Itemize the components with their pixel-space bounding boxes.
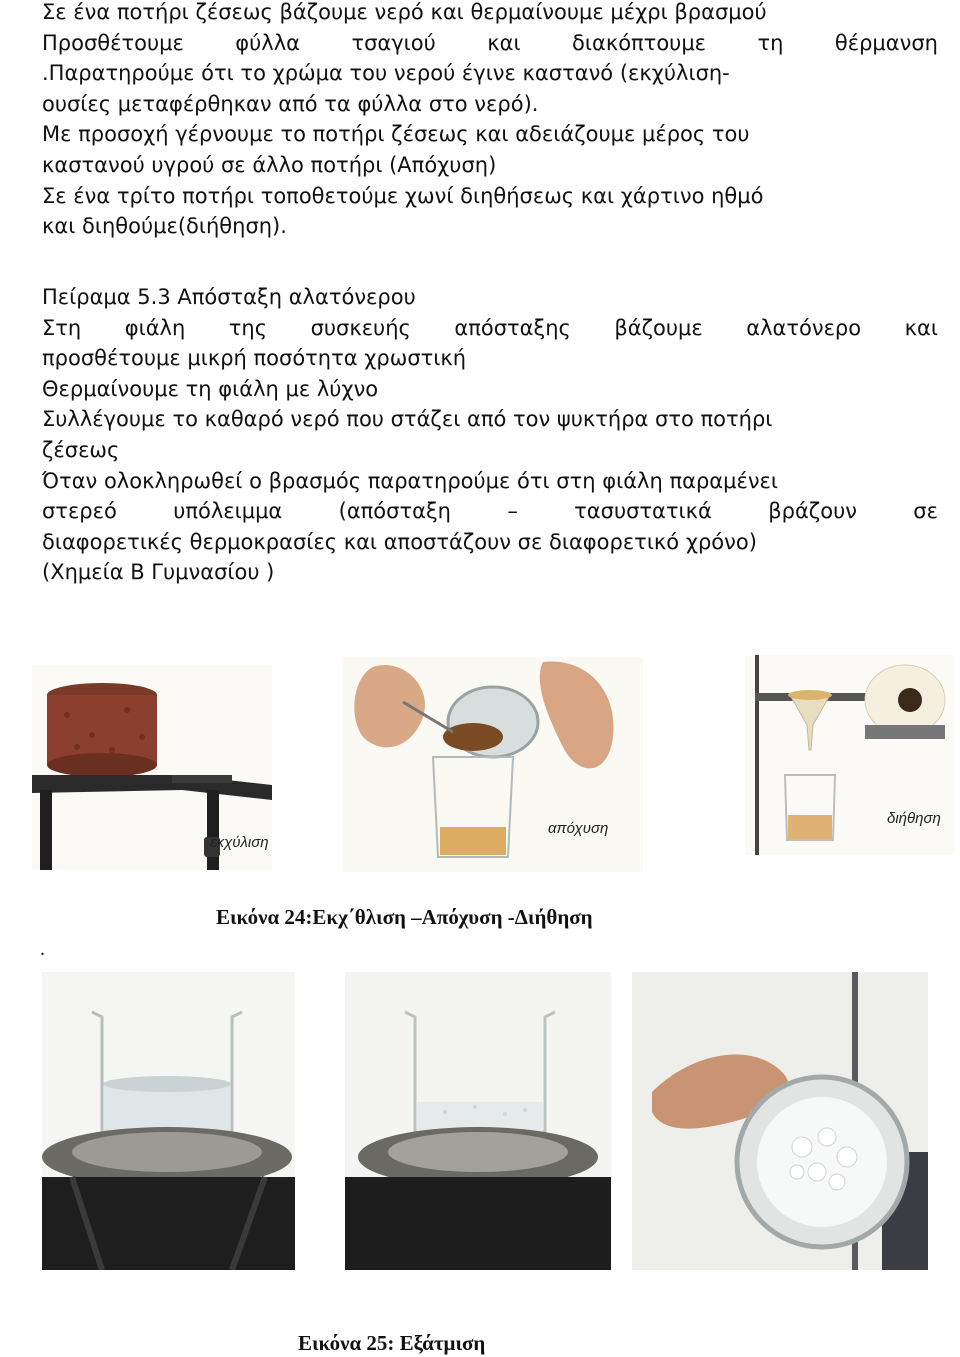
source-reference: (Χημεία Β Γυμνασίου ) [42, 560, 275, 585]
text-line: διαφορετικές θερμοκρασίες και αποστάζουν σε διαφορετικό χρόνο) [42, 529, 757, 554]
word: βάζουμε [614, 315, 703, 340]
word: τη [757, 30, 784, 55]
word: απόσταξης [454, 315, 571, 340]
word: φύλλα [235, 30, 300, 55]
text-line: καστανού υγρού σε άλλο ποτήρι (Απόχυση) [42, 152, 497, 177]
word: τασυστατικά [574, 499, 712, 524]
text-line: ουσίες μεταφέρθηκαν από τα φύλλα στο νερό). [42, 91, 539, 116]
text-line: ζέσεως [42, 437, 120, 462]
label-extraction: εκχύλιση [210, 834, 269, 851]
word: (απόσταξη [338, 499, 451, 524]
text-line-justified [42, 496, 938, 527]
stray-mark: . [40, 938, 45, 960]
text-line: και διηθούμε(διήθηση). [42, 214, 287, 239]
text-line-justified [42, 313, 938, 344]
text-line: Σε ένα ποτήρι ζέσεως βάζουμε νερό και θερμαίνουμε μέχρι βρασμού [42, 0, 767, 24]
text-line: Με προσοχή γέρνουμε το ποτήρι ζέσεως και αδειάζουμε μέρος του [42, 122, 750, 147]
word: στερεό [42, 499, 117, 524]
word: φιάλη [124, 315, 186, 340]
paragraph-experiment-5-3 [42, 282, 938, 588]
word: συσκευής [310, 315, 411, 340]
word: τσαγιού [351, 30, 436, 55]
text-line: Όταν ολοκληρωθεί ο βρασμός παρατηρούμε ότι στη φιάλη παραμένει [42, 468, 779, 493]
word: θέρμανση [834, 30, 938, 55]
text-line: Σε ένα τρίτο ποτήρι τοποθετούμε χωνί διηθήσεως και χάρτινο ηθμό [42, 183, 764, 208]
photo-evaporation-middle [345, 972, 611, 1270]
word: και [487, 30, 521, 55]
text-line: .Παρατηρούμε ότι το χρώμα του νερού έγινε καστανό (εκχύλιση- [42, 61, 730, 86]
word: βράζουν [768, 499, 857, 524]
paragraph-experiment-intro [42, 0, 938, 242]
figure-25-caption: Εικόνα 25: Εξάτμιση [298, 1331, 486, 1355]
photo-evaporation-start [42, 972, 295, 1270]
text-line: Συλλέγουμε το καθαρό νερό που στάζει από τον ψυκτήρα στο ποτήρι [42, 407, 773, 432]
text-line: Θερμαίνουμε τη φιάλη με λύχνο [42, 376, 379, 401]
word: διακόπτουμε [572, 30, 707, 55]
word: Προσθέτουμε [42, 30, 184, 55]
text-line-justified [42, 28, 938, 59]
word: υπόλειμμα [173, 499, 283, 524]
text-line: προσθέτουμε μικρή ποσότητα χρωστική [42, 346, 467, 371]
word: της [228, 315, 268, 340]
word: Στη [42, 315, 82, 340]
photo-evaporation-residue [632, 972, 928, 1270]
label-filtration: διήθηση [887, 810, 941, 827]
word: σε [913, 499, 938, 524]
photo-decantation [343, 657, 643, 872]
experiment-heading: Πείραμα 5.3 Απόσταξη αλατόνερου [42, 285, 416, 309]
word: και [904, 315, 938, 340]
word: αλατόνερο [746, 315, 862, 340]
word: – [507, 499, 518, 524]
figure-24-caption: Εικόνα 24:Εκχ΄θλιση –Απόχυση -Διήθηση [216, 905, 593, 929]
label-decantation: απόχυση [548, 820, 609, 837]
